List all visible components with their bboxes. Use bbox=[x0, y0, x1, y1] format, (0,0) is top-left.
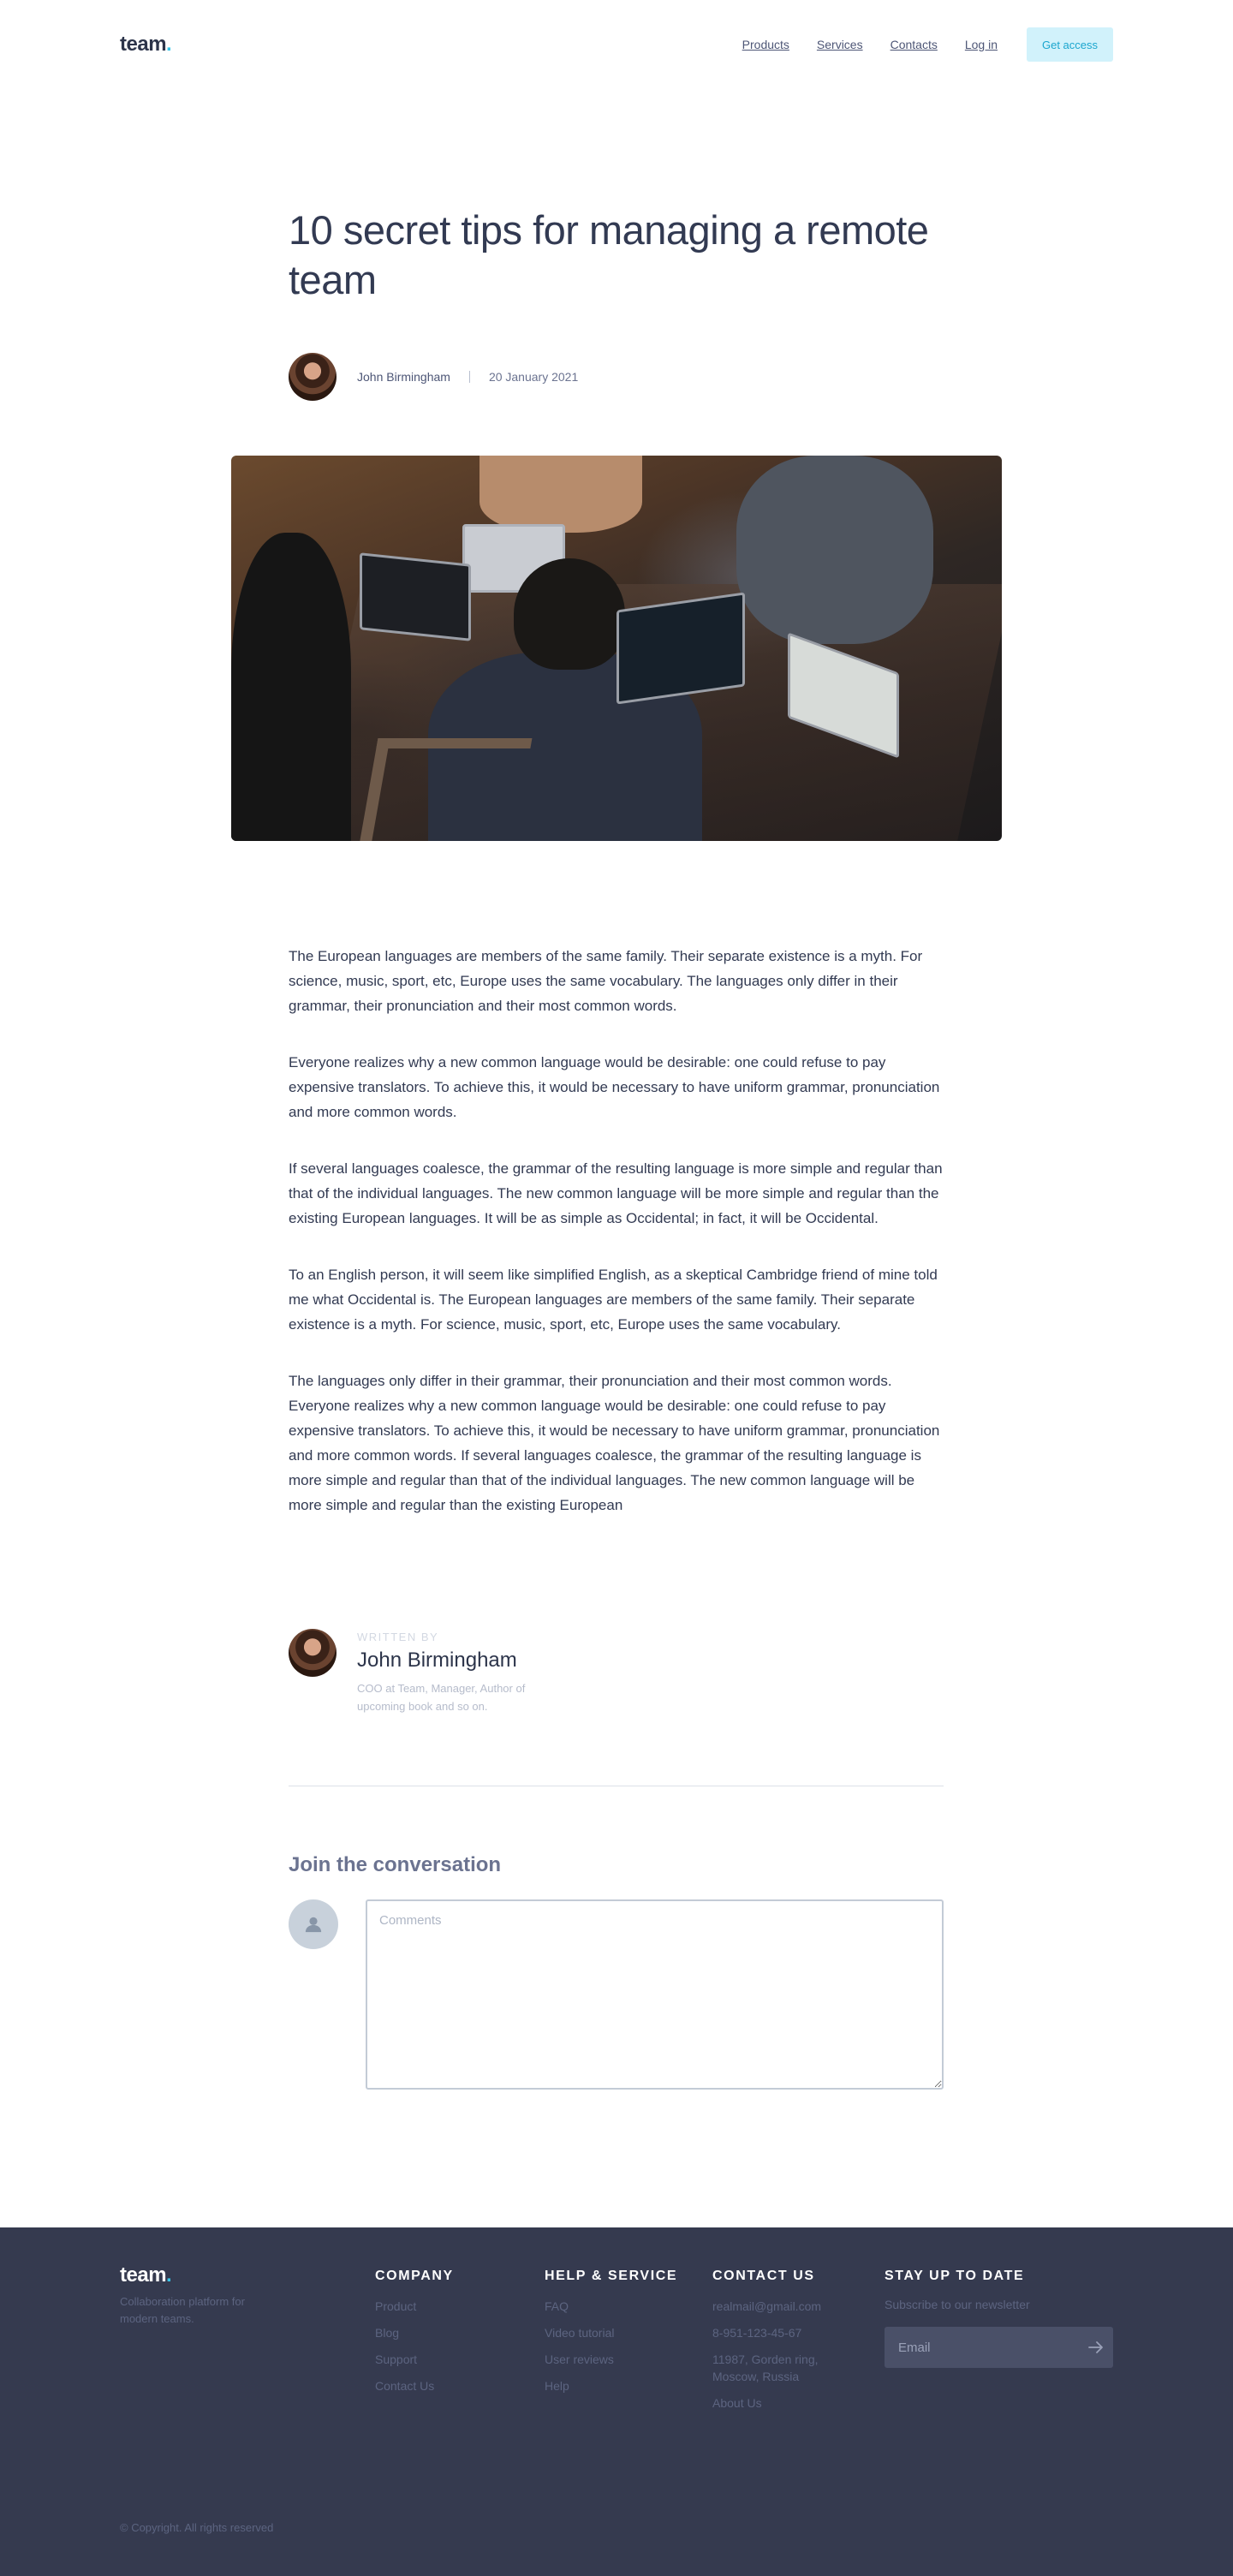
hero-person-back bbox=[480, 456, 642, 533]
logo-text: team bbox=[120, 33, 167, 56]
footer-newsletter-column bbox=[885, 2269, 1113, 2368]
hero-laptop-center bbox=[616, 592, 745, 704]
article-paragraph: Everyone realizes why a new common language would be desirable: one could refuse to pay expensive translators. To achieve this, it would be necessary to have uniform grammar, pronunciation and more common words. bbox=[289, 1054, 940, 1120]
footer-link-faq[interactable]: FAQ bbox=[545, 2299, 569, 2313]
footer-help-heading: HELP & SERVICE bbox=[545, 2269, 678, 2283]
footer-link-user-reviews[interactable]: User reviews bbox=[545, 2352, 614, 2366]
user-icon bbox=[289, 1899, 338, 1949]
publish-date: 20 January 2021 bbox=[488, 370, 579, 384]
conversation-title: Join the conversation bbox=[289, 1853, 502, 1876]
site-footer bbox=[0, 2227, 1233, 2576]
meta-separator bbox=[469, 371, 470, 383]
author-avatar bbox=[289, 353, 337, 401]
footer-help-column bbox=[545, 2269, 677, 2404]
footer-newsletter-subtitle: Subscribe to our newsletter bbox=[885, 2298, 1030, 2311]
footer-company-column bbox=[375, 2269, 454, 2404]
footer-contact-heading: CONTACT US bbox=[712, 2269, 815, 2283]
hero-person-left bbox=[231, 533, 351, 841]
footer-contact-address: 11987, Gorden ring, Moscow, Russia bbox=[712, 2352, 819, 2383]
footer-link-video-tutorial[interactable]: Video tutorial bbox=[545, 2326, 615, 2340]
hero-laptop-left bbox=[360, 552, 471, 641]
hero-chair bbox=[359, 738, 533, 841]
logo[interactable] bbox=[120, 33, 171, 57]
footer-tagline: Collaboration platform for modern teams. bbox=[120, 2295, 245, 2325]
footer-company-heading: COMPANY bbox=[375, 2269, 454, 2283]
author-name[interactable]: John Birmingham bbox=[357, 370, 450, 384]
footer-contact-phone[interactable]: 8-951-123-45-67 bbox=[712, 2326, 802, 2340]
comments-input[interactable] bbox=[366, 1899, 944, 2090]
author-card-name[interactable]: John Birmingham bbox=[357, 1649, 517, 1672]
article-paragraph: The languages only differ in their grammar, their pronunciation and their most common words. Everyone realizes why a new common language would be desirable: one could refuse to pay expensive translators. To achieve this, it would be necessary to have uniform grammar, pronunciation and more common words. If several languages coalesce, the grammar of the resulting language is more simple and regular than that of the individual languages. The new common language will be more simple and regular than the existing European bbox=[289, 1373, 940, 1513]
footer-link-help[interactable]: Help bbox=[545, 2379, 569, 2393]
hero-person-center-head bbox=[514, 558, 625, 670]
article-paragraph: The European languages are members of the same family. Their separate existence is a myth. For science, music, sport, etc, Europe uses the same vocabulary. The languages only differ in their grammar, their pronunciation and their most common words. bbox=[289, 948, 923, 1014]
arrow-right-icon[interactable] bbox=[1086, 2337, 1106, 2358]
site-header bbox=[0, 0, 1233, 89]
main-nav bbox=[715, 27, 1113, 62]
hero-image bbox=[231, 456, 1002, 841]
author-card-text bbox=[357, 1629, 545, 1715]
author-card-bio: COO at Team, Manager, Author of upcoming book and so on. bbox=[357, 1682, 526, 1713]
footer-logo[interactable] bbox=[120, 2263, 171, 2287]
footer-link-contact-us[interactable]: Contact Us bbox=[375, 2379, 435, 2393]
newsletter-form bbox=[885, 2327, 1113, 2368]
article-body bbox=[289, 944, 944, 1549]
footer-newsletter-heading: STAY UP TO DATE bbox=[885, 2269, 1025, 2283]
copyright-text: © Copyright. All rights reserved bbox=[120, 2521, 274, 2534]
hero-person-right bbox=[736, 456, 933, 644]
user-silhouette-icon bbox=[304, 1915, 323, 1934]
footer-link-support[interactable]: Support bbox=[375, 2352, 418, 2366]
article-meta bbox=[289, 352, 578, 402]
footer-contact-column bbox=[712, 2269, 841, 2421]
footer-link-about-us[interactable]: About Us bbox=[712, 2396, 762, 2410]
nav-services[interactable]: Services bbox=[816, 38, 863, 51]
footer-link-blog[interactable]: Blog bbox=[375, 2326, 400, 2340]
footer-logo-dot: . bbox=[166, 2263, 172, 2287]
author-card-avatar bbox=[289, 1629, 337, 1677]
author-card bbox=[289, 1629, 545, 1715]
article-paragraph: To an English person, it will seem like simplified English, as a skeptical Cambridge friend of mine told me what Occidental is. The European languages are members of the same family. Their separate existence is a myth. For science, music, sport, etc, Europe uses the same vocabulary. bbox=[289, 1267, 938, 1333]
footer-logo-text: team bbox=[120, 2263, 167, 2287]
nav-contacts[interactable]: Contacts bbox=[890, 38, 938, 51]
footer-contact-email[interactable]: realmail@gmail.com bbox=[712, 2299, 822, 2313]
get-access-button[interactable]: Get access bbox=[1027, 27, 1113, 62]
written-by-label: WRITTEN BY bbox=[357, 1631, 439, 1643]
article-paragraph: If several languages coalesce, the grammar of the resulting language is more simple and regular than that of the individual languages. The new common language will be more simple and regular than the existing European languages. It will be as simple as Occidental; in fact, it will be Occidental. bbox=[289, 1160, 943, 1226]
nav-login[interactable]: Log in bbox=[964, 38, 998, 51]
footer-link-product[interactable]: Product bbox=[375, 2299, 417, 2313]
article-title: 10 secret tips for managing a remote team bbox=[289, 207, 929, 302]
logo-dot: . bbox=[166, 33, 172, 56]
nav-products[interactable]: Products bbox=[742, 38, 789, 51]
newsletter-email-input[interactable] bbox=[885, 2327, 1081, 2368]
